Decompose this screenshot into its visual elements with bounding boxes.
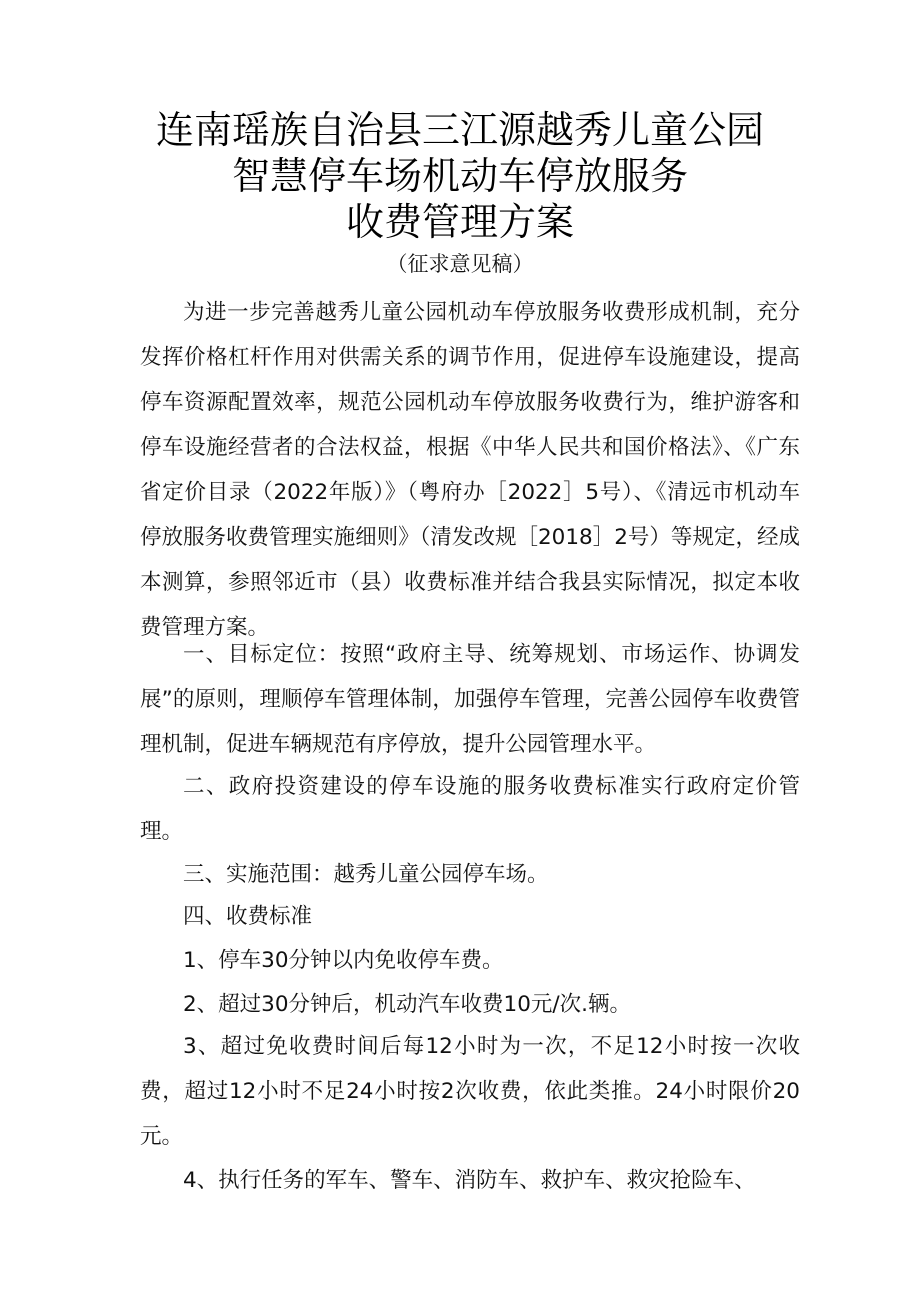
government-pricing-section-block — [140, 764, 800, 854]
scope-section: 三、实施范围：越秀儿童公园停车场。 — [183, 862, 549, 887]
draft-subtitle: （征求意见稿） — [386, 252, 534, 276]
government-pricing-section: 二、政府投资建设的停车设施的服务收费标准实行政府定价管理。 — [140, 774, 800, 844]
fee-item-3: 3、超过免收费时间后每12小时为一次，不足12小时按一次收费，超过12小时不足24小时按2次收费，依此类推。24小时限价20元。 — [140, 1034, 800, 1149]
fee-item-4: 4、执行任务的军车、警车、消防车、救护车、救灾抢险车、 — [183, 1168, 756, 1193]
intro-paragraph-block — [140, 290, 800, 650]
fee-item-2: 2、超过30分钟后，机动汽车收费10元/次.辆。 — [183, 992, 631, 1017]
fee-standard-heading-block — [140, 894, 800, 939]
fee-item-3-block — [140, 1024, 800, 1159]
document-title-line-3: 收费管理方案 — [345, 200, 574, 244]
fee-item-1: 1、停车30分钟以内免收停车费。 — [183, 948, 504, 973]
fee-item-2-block — [140, 982, 800, 1027]
fee-item-4-block — [140, 1158, 800, 1203]
document-title-line-2: 智慧停车场机动车停放服务 — [231, 154, 688, 198]
scope-section-block — [140, 852, 800, 897]
fee-item-1-block — [140, 938, 800, 983]
goal-section: 一、目标定位：按照“政府主导、统筹规划、市场运作、协调发展”的原则，理顺停车管理体制，加强停车管理，完善公园停车收费管理机制，促进车辆规范有序停放，提升公园管理水平。 — [140, 642, 800, 757]
document-title-line-1: 连南瑶族自治县三江源越秀儿童公园 — [155, 108, 764, 152]
intro-paragraph: 为进一步完善越秀儿童公园机动车停放服务收费形成机制，充分发挥价格杠杆作用对供需关系的调节作用，促进停车设施建设，提高停车资源配置效率，规范公园机动车停放服务收费行为，维护游客和停车设施经营者的合法权益，根据《中华人民共和国价格法》、《广东省定价目录（2022年版）》（粤府办［2022］5号）、《清远市机动车停放服务收费管理实施细则》（清发改规［2018］2号）等规定，经成本测算，参照邻近市（县）收费标准并结合我县实际情况，拟定本收费管理方案。 — [140, 300, 800, 640]
goal-section-block — [140, 632, 800, 767]
fee-standard-heading: 四、收费标准 — [183, 904, 313, 929]
